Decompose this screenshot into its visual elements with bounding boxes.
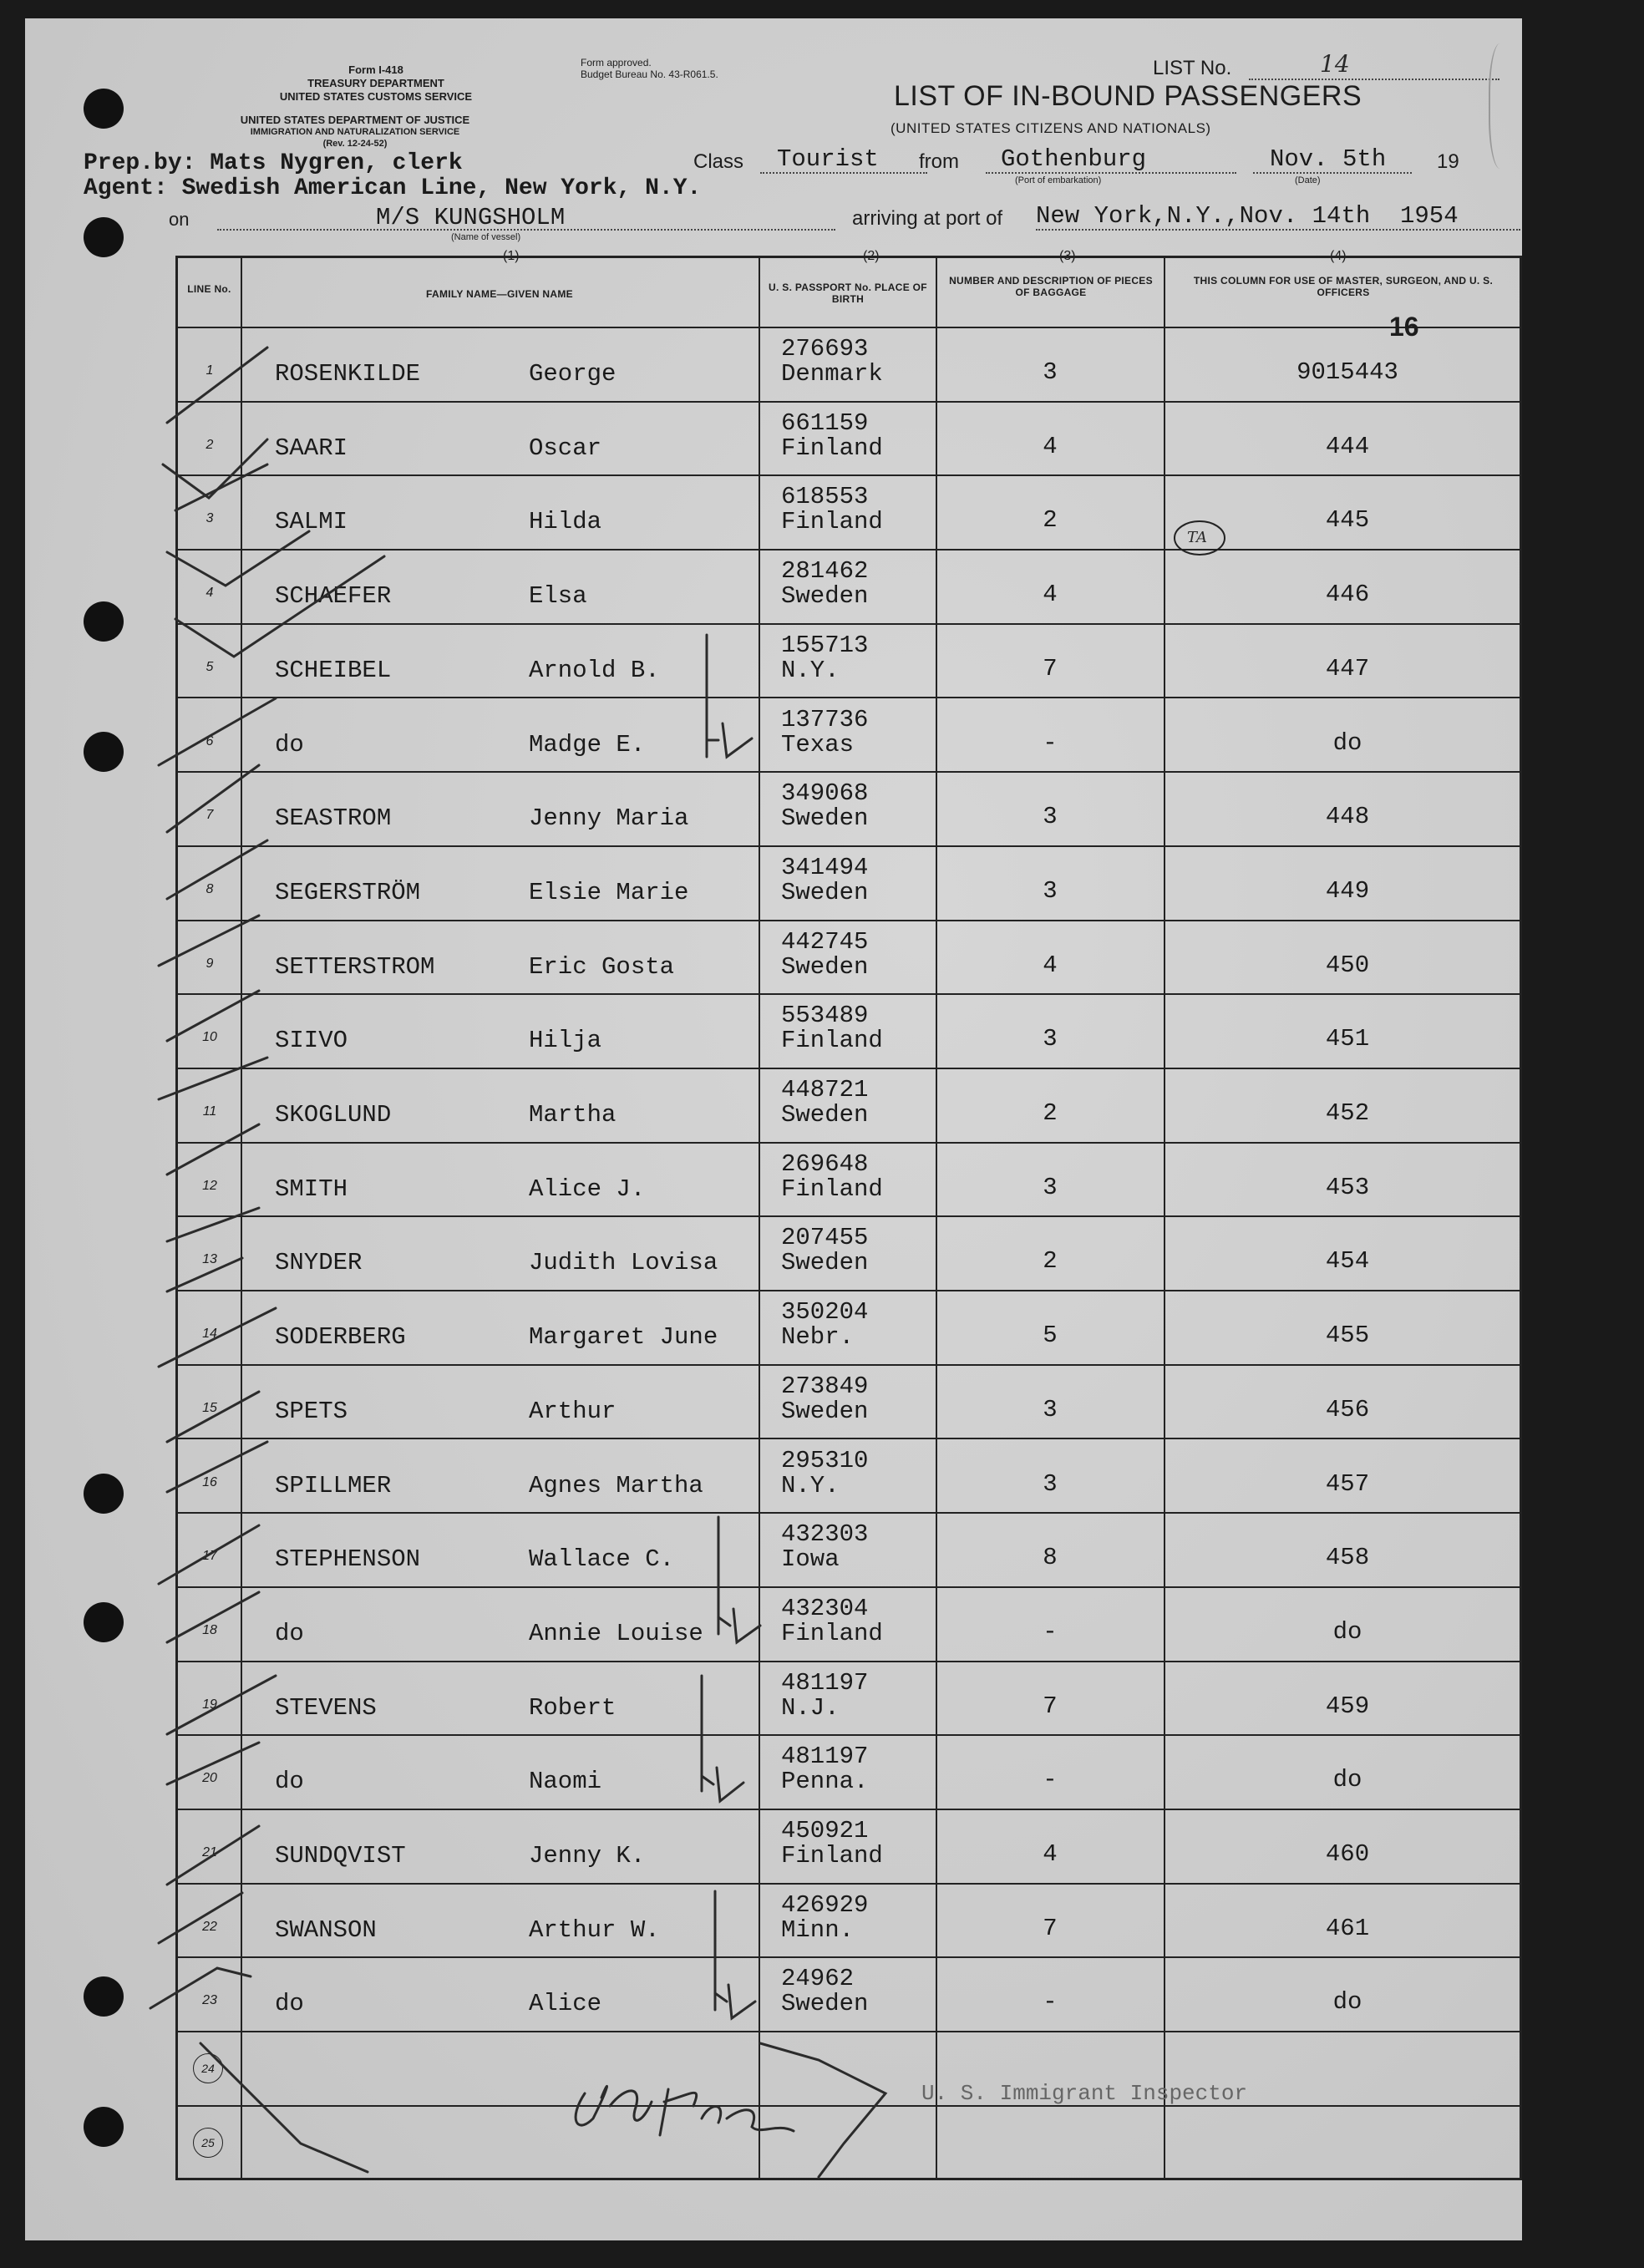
form-approved: Form approved. [581, 57, 652, 68]
passport-number: 432303 [781, 1520, 869, 1549]
punch-hole [84, 2107, 124, 2147]
family-name: SCHEIBEL [275, 656, 392, 684]
place-of-birth: Nebr. [781, 1323, 855, 1352]
line-number: 19 [202, 1697, 217, 1712]
officer-note: 448 [1325, 803, 1370, 831]
line-number: 1 [206, 363, 214, 378]
family-name: SODERBERG [275, 1323, 406, 1352]
officer-note: 452 [1325, 1099, 1370, 1127]
family-name: SKOGLUND [275, 1101, 392, 1129]
passport-number: 273849 [781, 1372, 869, 1400]
given-name: Jenny Maria [529, 804, 689, 833]
officer-note: do [1332, 1617, 1362, 1646]
given-name: Jenny K. [529, 1842, 646, 1870]
budget-bureau: Budget Bureau No. 43-R061.5. [581, 68, 718, 80]
list-number: 14 [1320, 50, 1350, 78]
line-number: 6 [206, 733, 214, 748]
baggage-count: - [1043, 1766, 1058, 1794]
prepared-by: Prep.by: Mats Nygren, clerk [84, 150, 463, 176]
punch-hole [84, 217, 124, 257]
family-name: STEVENS [275, 1693, 377, 1722]
officer-note: 450 [1325, 951, 1370, 979]
line-number: 24 [193, 2053, 223, 2083]
baggage-count: 3 [1043, 803, 1058, 831]
place-of-birth: Minn. [781, 1915, 855, 1944]
line-number: 14 [202, 1327, 217, 1342]
baggage-count: 3 [1043, 358, 1058, 386]
ta-mark: TA [1187, 529, 1208, 546]
place-of-birth: Sweden [781, 1101, 869, 1129]
passport-number: 618553 [781, 483, 869, 511]
baggage-count: 5 [1043, 1322, 1058, 1350]
officer-note: 453 [1325, 1173, 1370, 1201]
place-of-birth: Sweden [781, 582, 869, 611]
place-of-birth: Finland [781, 1027, 883, 1055]
edge-stamp [1489, 43, 1517, 169]
baggage-count: 8 [1043, 1544, 1058, 1572]
passport-number: 442745 [781, 927, 869, 956]
baggage-count: 3 [1043, 876, 1058, 905]
given-name: Martha [529, 1101, 616, 1129]
family-name: SMITH [275, 1175, 348, 1203]
baggage-count: 4 [1043, 581, 1058, 609]
line-number: 23 [202, 1993, 217, 2008]
given-name: Annie Louise [529, 1619, 703, 1647]
line-number: 9 [206, 956, 214, 971]
passport-number: 481197 [781, 1668, 869, 1697]
bracket-mark [718, 1517, 760, 1642]
place-of-birth: Iowa [781, 1545, 840, 1574]
given-name: Hilda [529, 508, 602, 536]
line-number: 4 [206, 586, 214, 601]
baggage-count: 4 [1043, 951, 1058, 979]
line-number: 25 [193, 2128, 223, 2158]
punch-hole [84, 732, 124, 772]
line-number: 17 [202, 1549, 217, 1564]
officer-note: 449 [1325, 876, 1370, 905]
on-label: on [169, 209, 190, 230]
given-name: Agnes Martha [529, 1471, 703, 1499]
officer-note: 461 [1325, 1914, 1370, 1942]
punch-hole [84, 1976, 124, 2017]
family-name: SAARI [275, 434, 348, 462]
document-subtitle: (UNITED STATES CITIZENS AND NATIONALS) [890, 120, 1211, 136]
passport-number: 24962 [781, 1965, 855, 1993]
officer-note: 460 [1325, 1840, 1370, 1868]
punch-hole [84, 601, 124, 642]
place-of-birth: Finland [781, 508, 883, 536]
passport-number: 269648 [781, 1149, 869, 1178]
given-name: Arthur [529, 1397, 616, 1425]
line-number: 12 [202, 1178, 217, 1193]
baggage-count: 7 [1043, 1692, 1058, 1720]
passport-number: 553489 [781, 1002, 869, 1030]
header-line-no: LINE No. [187, 283, 231, 295]
place-of-birth: Sweden [781, 952, 869, 981]
signature-text [1055, 2129, 1059, 2130]
page-mark: 16 [1389, 312, 1419, 342]
header-officers: THIS COLUMN FOR USE OF MASTER, SURGEON, AND U. S. OFFICERS [1193, 275, 1494, 298]
col-marker-1: (1) [503, 249, 520, 263]
line-number: 5 [206, 659, 214, 674]
passport-number: 137736 [781, 705, 869, 733]
place-of-birth: Finland [781, 1619, 883, 1647]
baggage-count: 3 [1043, 1469, 1058, 1498]
baggage-count: 7 [1043, 654, 1058, 682]
place-of-birth: Sweden [781, 1249, 869, 1277]
family-name: SEASTROM [275, 804, 392, 833]
list-label: LIST No. [1153, 57, 1232, 79]
given-name: Arthur W. [529, 1915, 660, 1944]
baggage-count: 3 [1043, 1025, 1058, 1053]
place-of-birth: Sweden [781, 804, 869, 833]
officer-note: 459 [1325, 1692, 1370, 1720]
passport-number: 350204 [781, 1298, 869, 1327]
officer-note: 445 [1325, 506, 1370, 535]
passport-number: 341494 [781, 853, 869, 881]
punch-hole [84, 1602, 124, 1642]
given-name: Wallace C. [529, 1545, 675, 1574]
officer-note: 454 [1325, 1247, 1370, 1276]
dept-treasury: TREASURY DEPARTMENT [307, 77, 444, 89]
inspector-caption: U. S. Immigrant Inspector [921, 2081, 1248, 2106]
given-name: Elsie Marie [529, 878, 689, 906]
place-of-birth: Sweden [781, 1990, 869, 2018]
given-name: Robert [529, 1693, 616, 1722]
place-of-birth: Finland [781, 434, 883, 462]
family-name: SNYDER [275, 1249, 363, 1277]
passport-number: 207455 [781, 1224, 869, 1252]
baggage-count: 2 [1043, 506, 1058, 535]
baggage-count: 4 [1043, 432, 1058, 460]
date-caption: (Date) [1295, 175, 1321, 185]
bracket-mark [707, 635, 752, 757]
officer-note: 458 [1325, 1544, 1370, 1572]
passport-number: 155713 [781, 631, 869, 659]
agent-line: Agent: Swedish American Line, New York, N.Y. [84, 175, 702, 201]
place-of-birth: Finland [781, 1842, 883, 1870]
bracket-mark [702, 1676, 743, 1801]
place-of-birth: Texas [781, 730, 855, 759]
passport-number: 432304 [781, 1594, 869, 1622]
line-number: 21 [202, 1845, 217, 1860]
line-number: 7 [206, 808, 214, 823]
place-of-birth: Sweden [781, 878, 869, 906]
place-of-birth: Denmark [781, 360, 883, 388]
given-name: George [529, 360, 616, 388]
baggage-count: 2 [1043, 1099, 1058, 1127]
family-name: SCHAEFER [275, 582, 392, 611]
line-number: 15 [202, 1400, 217, 1415]
class-label: Class [693, 150, 744, 173]
given-name: Alice J. [529, 1175, 646, 1203]
baggage-count: 7 [1043, 1914, 1058, 1942]
date-19: 19 [1437, 150, 1459, 173]
line-number: 8 [206, 881, 214, 896]
given-name: Madge E. [529, 730, 646, 759]
col-marker-3: (3) [1059, 249, 1076, 263]
passport-number: 276693 [781, 335, 869, 363]
given-name: Arnold B. [529, 656, 660, 684]
family-name: SALMI [275, 508, 348, 536]
punch-hole [84, 89, 124, 129]
place-of-birth: N.J. [781, 1693, 840, 1722]
bracket-mark [715, 1891, 755, 2018]
line-number: 11 [202, 1104, 217, 1119]
officer-note: 451 [1325, 1025, 1370, 1053]
line-number: 16 [202, 1474, 217, 1489]
family-name: SPILLMER [275, 1471, 392, 1499]
col-marker-2: (2) [863, 249, 880, 263]
line-number: 22 [202, 1919, 217, 1934]
given-name: Margaret June [529, 1323, 718, 1352]
officer-note: 455 [1325, 1322, 1370, 1350]
line-number: 2 [206, 437, 214, 452]
from-caption: (Port of embarkation) [1015, 175, 1102, 185]
baggage-count: - [1043, 1617, 1058, 1646]
officer-note: do [1332, 728, 1362, 757]
family-name: do [275, 1768, 304, 1796]
family-name: ROSENKILDE [275, 360, 421, 388]
place-of-birth: Sweden [781, 1397, 869, 1425]
family-name: SEGERSTRÖM [275, 878, 421, 906]
arriving-value: New York,N.Y.,Nov. 14th [1036, 202, 1371, 230]
arriving-year: 1954 [1400, 202, 1459, 230]
header-name: FAMILY NAME—GIVEN NAME [426, 288, 573, 300]
handwritten-marks [175, 256, 1522, 2180]
from-value: Gothenburg [1001, 145, 1147, 173]
baggage-count: 3 [1043, 1173, 1058, 1201]
arriving-label: arriving at port of [852, 207, 1003, 230]
baggage-count: 2 [1043, 1247, 1058, 1276]
col-marker-4: (4) [1330, 249, 1347, 263]
place-of-birth: Finland [781, 1175, 883, 1203]
line-number: 3 [206, 511, 214, 526]
passport-number: 661159 [781, 408, 869, 437]
given-name: Hilja [529, 1027, 602, 1055]
line-number: 20 [202, 1771, 217, 1786]
place-of-birth: N.Y. [781, 1471, 840, 1499]
line-number: 13 [202, 1252, 217, 1267]
date-value: Nov. 5th [1270, 145, 1387, 173]
officer-note: 446 [1325, 581, 1370, 609]
officer-note: 9015443 [1296, 358, 1398, 386]
given-name: Judith Lovisa [529, 1249, 718, 1277]
dept-immigration: IMMIGRATION AND NATURALIZATION SERVICE [250, 127, 460, 137]
class-value: Tourist [777, 145, 879, 173]
passport-number: 450921 [781, 1817, 869, 1844]
family-name: STEPHENSON [275, 1545, 421, 1574]
officer-note: 457 [1325, 1469, 1370, 1498]
family-name: SUNDQVIST [275, 1842, 406, 1870]
punch-hole [84, 1474, 124, 1514]
officer-note: do [1332, 1988, 1362, 2017]
family-name: do [275, 1619, 304, 1647]
baggage-count: - [1043, 728, 1058, 757]
baggage-count: - [1043, 1988, 1058, 2017]
family-name: SWANSON [275, 1915, 377, 1944]
place-of-birth: N.Y. [781, 656, 840, 684]
passport-number: 448721 [781, 1076, 869, 1104]
document-title: LIST OF IN-BOUND PASSENGERS [894, 80, 1362, 112]
family-name: do [275, 730, 304, 759]
form-revision: (Rev. 12-24-52) [322, 139, 388, 149]
passport-number: 295310 [781, 1446, 869, 1474]
given-name: Naomi [529, 1768, 602, 1796]
from-label: from [919, 150, 959, 173]
baggage-count: 3 [1043, 1395, 1058, 1423]
family-name: do [275, 1990, 304, 2018]
passport-number: 426929 [781, 1890, 869, 1919]
form-number: Form I-418 [348, 63, 403, 76]
passport-number: 349068 [781, 779, 869, 808]
officer-note: 447 [1325, 654, 1370, 682]
given-name: Eric Gosta [529, 952, 675, 981]
family-name: SPETS [275, 1397, 348, 1425]
vessel-name: M/S KUNGSHOLM [376, 204, 566, 231]
given-name: Elsa [529, 582, 587, 611]
passport-number: 481197 [781, 1743, 869, 1771]
baggage-count: 4 [1043, 1840, 1058, 1868]
officer-note: 444 [1325, 432, 1370, 460]
family-name: SETTERSTROM [275, 952, 435, 981]
dept-customs: UNITED STATES CUSTOMS SERVICE [279, 90, 473, 103]
given-name: Alice [529, 1990, 602, 2018]
passport-number: 281462 [781, 557, 869, 586]
line-number: 10 [202, 1030, 217, 1045]
passenger-table [175, 256, 1522, 2180]
dept-justice: UNITED STATES DEPARTMENT OF JUSTICE [240, 114, 470, 126]
vessel-caption: (Name of vessel) [451, 232, 521, 242]
family-name: SIIVO [275, 1027, 348, 1055]
officer-note: do [1332, 1766, 1362, 1794]
header-passport: U. S. PASSPORT No. PLACE OF BIRTH [769, 282, 927, 305]
officer-note: 456 [1325, 1395, 1370, 1423]
given-name: Oscar [529, 434, 602, 462]
place-of-birth: Penna. [781, 1768, 869, 1796]
header-baggage: NUMBER AND DESCRIPTION OF PIECES OF BAGGAGE [949, 275, 1153, 298]
line-number: 18 [202, 1622, 217, 1637]
